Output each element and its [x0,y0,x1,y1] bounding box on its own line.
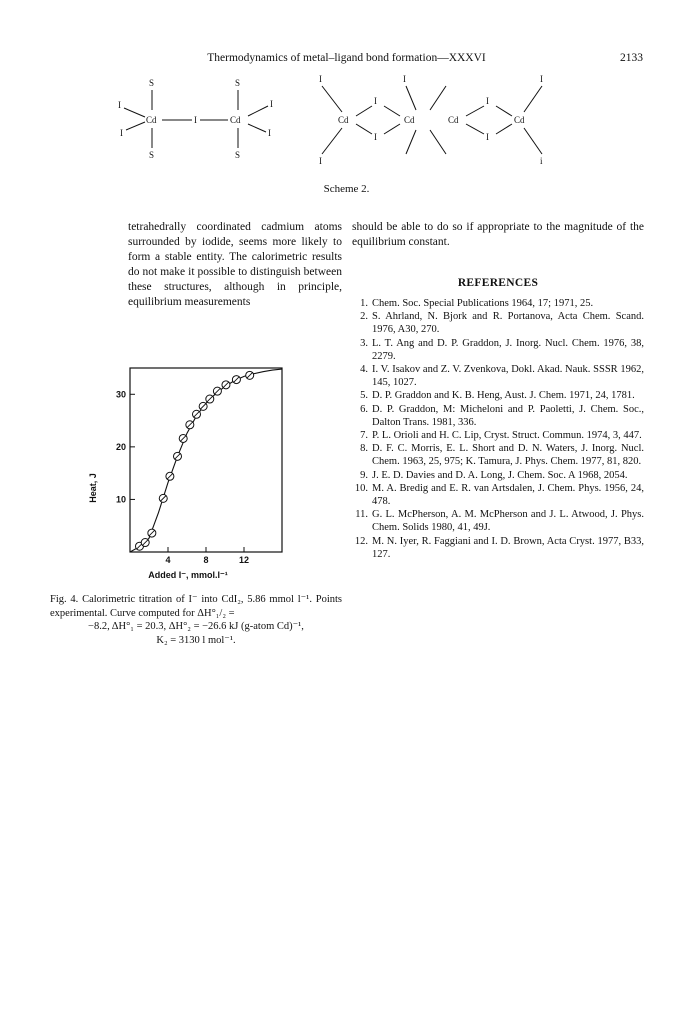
reference-item [352,429,644,442]
reference-number: 7. [360,430,368,442]
atom-label: S [149,150,155,160]
x-tick-label: 4 [165,555,171,565]
body-paragraph-right: should be able to do so if appropriate to the magnitude of the equilibrium constant. [352,221,644,248]
running-title: Thermodynamics of metal–ligand bond formation—XXXVI [207,52,486,64]
reference-number: 10. [354,482,368,494]
figure-caption [50,593,342,647]
atom-label: I [486,132,489,142]
left-structure [118,78,273,160]
atom-label: I [268,128,271,138]
scheme-caption: Scheme 2. [323,183,370,195]
atom-label: S [235,78,241,88]
reference-text: D. P. Graddon and K. B. Heng, Aust. J. Chem. 1971, 24, 1781. [372,390,635,402]
reference-number: 4. [360,364,368,376]
reference-item [352,363,644,389]
atom-label: Cd [448,115,459,125]
atom-label: Cd [404,115,415,125]
atom-label: I [319,74,322,84]
reference-number: 1. [360,298,368,309]
reference-text: L. T. Ang and D. P. Graddon, J. Inorg. Nucl. Chem. 1976, 38, 2279. [372,337,644,362]
atom-label: Cd [230,115,241,125]
reference-text: G. L. McPherson, A. M. McPherson and J. L. Atwood, J. Phys. Chem. Solids 1980, 41, 49J. [372,509,644,534]
reference-item [352,482,644,508]
reference-text: Chem. Soc. Special Publications 1964, 17; 1971, 25. [372,298,594,309]
reference-number: 3. [360,337,368,349]
reference-text: D. P. Graddon, M: Micheloni and P. Paoletti, J. Chem. Soc., Dalton Trans. 1981, 336. [372,403,644,428]
reference-list [352,297,644,561]
chart-points [136,371,254,550]
right-column [352,220,644,561]
chart-ticks [116,389,249,565]
scheme-2-structures [100,70,590,180]
chart-axes [130,368,282,552]
figure-caption-line: Fig. 4. Calorimetric titration of I⁻ into CdI₂, 5.86 mmol l⁻¹. Points experimental. Curve computed for ΔH°₁/₂ = [50,594,342,619]
reference-item [352,389,644,402]
y-tick-label: 30 [115,389,126,400]
y-tick-label: 20 [115,441,126,452]
left-column [128,220,342,310]
reference-item [352,442,644,468]
reference-text: D. F. C. Morris, E. L. Short and D. N. Waters, J. Inorg. Nucl. Chem. 1963, 25, 975; K. Tamura, J. Phys. Chem. 1977, 81, 820. [372,443,644,468]
x-tick-label: 8 [203,555,209,565]
atom-label: I [540,74,543,84]
reference-number: 11. [355,509,368,521]
reference-number: 6. [360,403,368,415]
reference-text: S. Ahrland, N. Bjork and R. Portanova, Acta Chem. Scand. 1976, A30, 270. [372,311,644,336]
atom-label: I [194,115,197,125]
y-axis-label: Heat, J [88,473,98,503]
figure-caption-line: K₂ = 3130 l mol⁻¹. [156,634,236,646]
reference-text: I. V. Isakov and Z. V. Zvenkova, Dokl. Akad. Nauk. SSSR 1962, 145, 1027. [372,364,644,389]
reference-number: 9. [360,469,368,481]
reference-item [352,297,644,310]
reference-item [352,403,644,429]
reference-item [352,337,644,363]
reference-number: 5. [360,390,368,402]
reference-item [352,310,644,336]
reference-text: P. L. Orioli and H. C. Lip, Cryst. Struct. Commun. 1974, 3, 447. [372,430,642,442]
atom-label: I [403,74,406,84]
atom-label: Cd [146,115,157,125]
page-number: 2133 [620,52,643,64]
y-tick-label: 10 [115,494,126,505]
reference-item [352,469,644,482]
x-axis-label: Added I⁻, mmol.l⁻¹ [148,570,228,580]
reference-number: 12. [354,535,368,547]
reference-item [352,535,644,561]
page-header [0,52,693,68]
figure-caption-line: −8.2, ΔH°₁ = 20.3, ΔH°₂ = −26.6 kJ (g-atom Cd)⁻¹, [88,621,304,632]
plot-frame [130,368,282,552]
atom-label: I [374,96,377,106]
references-heading: REFERENCES [457,277,539,289]
atom-label: i [540,156,543,166]
atom-label: I [120,128,123,138]
x-tick-label: 12 [238,555,250,565]
atom-label: I [374,132,377,142]
atom-label: I [270,99,273,109]
atom-label: I [486,96,489,106]
atom-label: Cd [514,115,525,125]
computed-curve [130,369,282,552]
atom-label: S [235,150,241,160]
atom-label: I [118,100,121,110]
atom-label: Cd [338,115,349,125]
reference-text: J. E. D. Davies and D. A. Long, J. Chem. Soc. A 1968, 2054. [372,469,628,481]
right-structure [319,74,543,166]
chart-curve [130,369,282,552]
reference-text: M. A. Bredig and E. R. van Artsdalen, J. Chem. Phys. 1956, 24, 478. [372,482,644,508]
atom-label: I [319,156,322,166]
calorimetric-titration-chart [70,360,300,590]
atom-label: S [149,78,155,88]
reference-text: M. N. Iyer, R. Faggiani and I. D. Brown, Acta Cryst. 1977, B33, 127. [372,535,644,560]
reference-item [352,508,644,534]
body-paragraph-left: tetrahedrally coordinated cadmium atoms surrounded by iodide, seems more likely to form a stable entity. The calorimetric results do not make it possible to distinguish between these structures, although in principle, equilibrium measurements [128,221,342,308]
reference-number: 2. [360,311,368,323]
reference-number: 8. [360,443,368,455]
